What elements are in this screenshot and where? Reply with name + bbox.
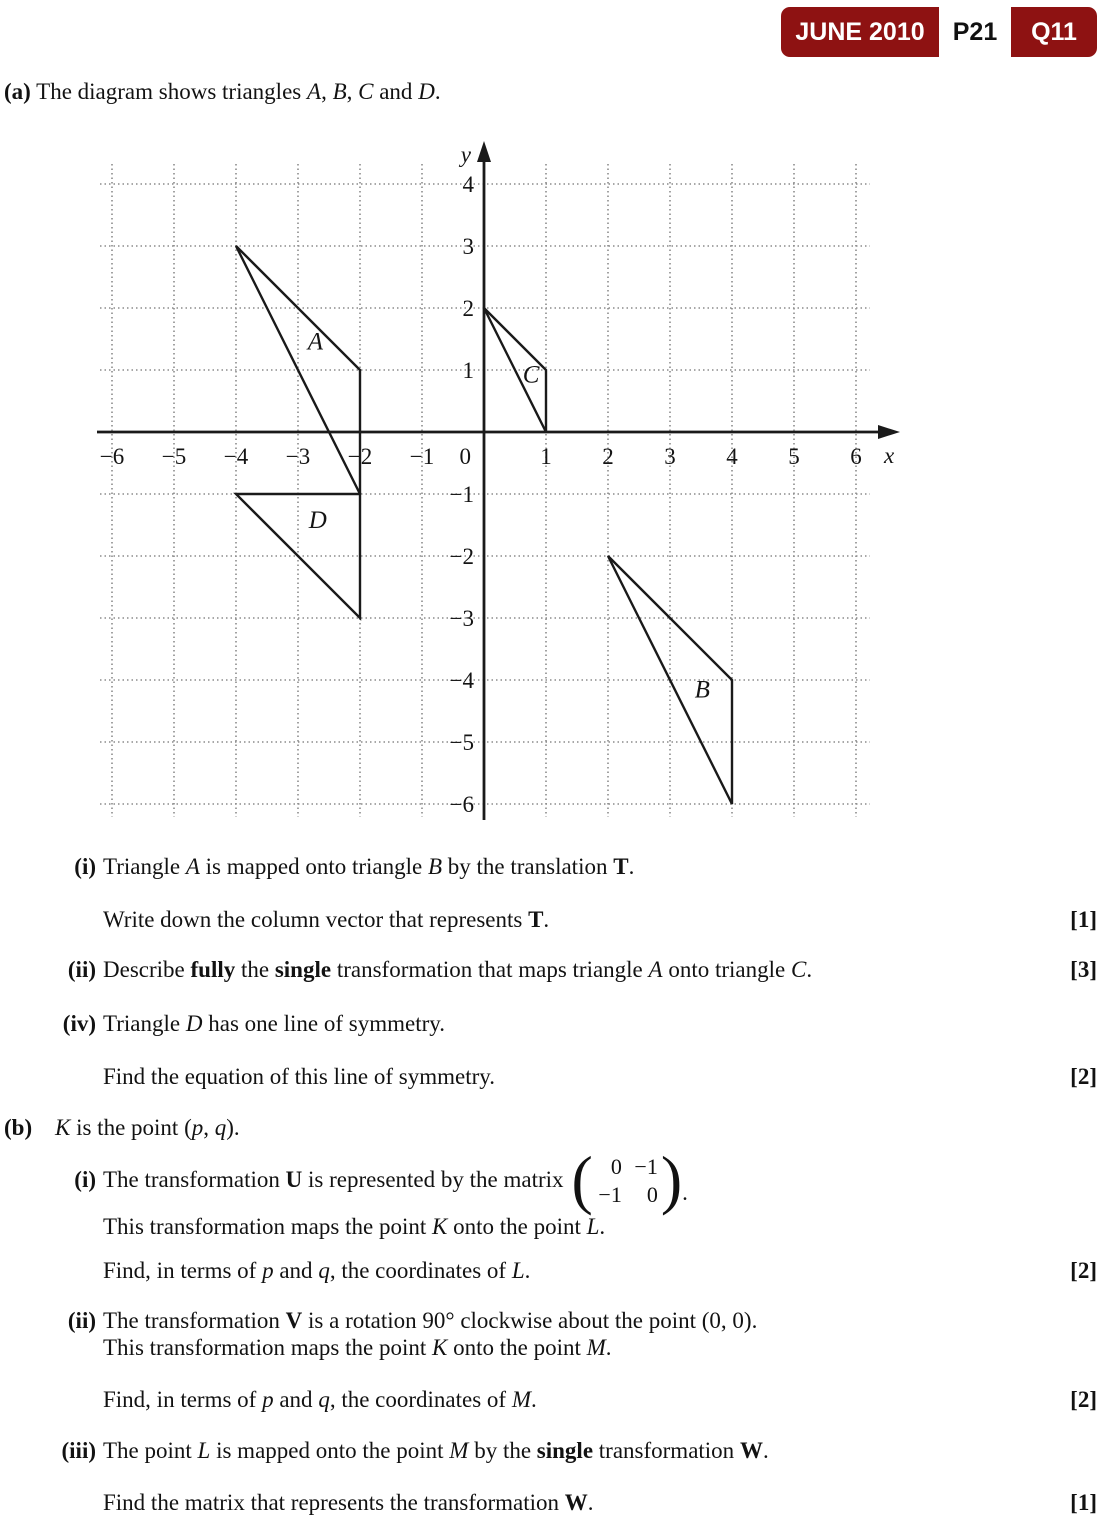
text-segment: This transformation maps the point <box>103 1335 432 1360</box>
text-segment: D <box>185 1011 203 1036</box>
text-segment: onto triangle <box>662 957 791 982</box>
question-b-i-line-2 <box>103 1213 605 1241</box>
question-a-iv-line-2 <box>103 1063 495 1091</box>
x-axis-arrow <box>878 425 900 439</box>
text-segment: K <box>431 1214 448 1239</box>
x-tick-label: 3 <box>664 444 676 469</box>
item-marker-b-ii: (ii) <box>67 1308 96 1333</box>
text-segment: is mapped onto triangle <box>199 854 428 879</box>
text-segment: W <box>564 1490 588 1515</box>
text-segment: has one line of symmetry. <box>202 1011 445 1036</box>
text-segment: L <box>197 1438 211 1463</box>
text-segment: The point <box>103 1438 198 1463</box>
question-b-iii-line-1 <box>103 1437 769 1465</box>
text-segment: , <box>321 79 333 104</box>
mark-a-i: [1] <box>1070 907 1097 932</box>
text-segment: Triangle <box>103 1011 186 1036</box>
text-segment: Write down the column vector that represents <box>103 907 529 932</box>
part-b-intro <box>55 1114 240 1142</box>
question-b-i-line-3 <box>103 1257 530 1285</box>
text-segment: Triangle <box>103 854 186 879</box>
question-b-ii-line-2 <box>103 1334 612 1362</box>
text-segment: and <box>373 79 419 104</box>
text-segment: M <box>511 1387 532 1412</box>
text-segment: K <box>431 1335 448 1360</box>
triangle-label-B: B <box>694 676 710 704</box>
text-segment: p <box>191 1115 204 1140</box>
text-segment: W <box>739 1438 763 1463</box>
text-segment: is represented by the matrix <box>302 1167 564 1192</box>
x-tick-label: 6 <box>850 444 862 469</box>
y-tick-label: −4 <box>449 668 474 693</box>
text-segment: . <box>587 1490 594 1515</box>
item-marker-b-iii: (iii) <box>61 1438 96 1463</box>
text-segment: is mapped onto the point <box>210 1438 450 1463</box>
text-segment: The diagram shows triangles <box>30 79 307 104</box>
part-a-intro <box>4 78 441 106</box>
text-segment: , the coordinates of <box>329 1258 512 1283</box>
x-tick-label: −5 <box>161 444 187 469</box>
item-marker-a-ii: (ii) <box>67 957 96 982</box>
x-tick-label: 2 <box>602 444 614 469</box>
y-tick-label: 4 <box>462 172 474 197</box>
item-marker-a-iv: (iv) <box>62 1011 96 1036</box>
matrix-period: . <box>682 1180 688 1205</box>
text-segment: . <box>806 957 813 982</box>
text-segment: C <box>358 79 374 104</box>
text-segment: Describe <box>103 957 191 982</box>
matrix-right-paren: ) <box>660 1143 683 1216</box>
text-segment: single <box>536 1438 594 1463</box>
x-axis-label: x <box>884 443 895 468</box>
y-tick-label: −3 <box>449 606 474 631</box>
origin-label: 0 <box>459 444 471 469</box>
question-a-i-line-1 <box>103 853 634 881</box>
text-segment: the <box>235 957 275 982</box>
badge-session-label: JUNE 2010 <box>795 17 925 46</box>
y-axis-arrow <box>477 141 491 162</box>
x-tick-label: 4 <box>726 444 738 469</box>
question-b-ii-line-3 <box>103 1386 537 1414</box>
question-a-iv-line-1 <box>103 1010 445 1038</box>
y-tick-label: −1 <box>449 482 474 507</box>
text-segment: A <box>307 79 322 104</box>
mark-b-iii: [1] <box>1070 1490 1097 1515</box>
matrix-cell-r2c1: −1 <box>598 1181 622 1207</box>
text-segment: , the coordinates of <box>329 1387 512 1412</box>
y-tick-label: 2 <box>462 296 474 321</box>
y-tick-label: 1 <box>462 358 474 383</box>
text-segment: transformation <box>593 1438 740 1463</box>
text-segment: The transformation <box>103 1167 286 1192</box>
question-b-ii-line-1 <box>103 1307 757 1335</box>
matrix-cell-r2c2: 0 <box>646 1181 658 1207</box>
text-segment: D <box>418 79 435 104</box>
text-segment: (a) <box>4 79 31 104</box>
text-segment: B <box>427 854 443 879</box>
badge-paper-label: P21 <box>939 7 1011 57</box>
text-segment: by the translation <box>442 854 614 879</box>
text-segment: C <box>790 957 807 982</box>
text-segment: L <box>511 1258 525 1283</box>
text-segment: and <box>273 1258 319 1283</box>
coordinate-grid-diagram <box>85 136 905 828</box>
text-segment: . <box>524 1258 531 1283</box>
y-tick-label: −5 <box>449 730 474 755</box>
text-segment: T <box>528 907 544 932</box>
text-segment: onto the point <box>447 1214 587 1239</box>
question-b-i-matrix-line <box>103 1143 688 1216</box>
item-marker-b-i: (i) <box>74 1167 96 1192</box>
x-tick-label: −1 <box>409 444 435 469</box>
text-segment: . <box>605 1335 612 1360</box>
text-segment: ). <box>226 1115 240 1140</box>
y-tick-label: −2 <box>449 544 474 569</box>
text-segment: and <box>273 1387 319 1412</box>
text-segment: onto the point <box>447 1335 587 1360</box>
text-segment: B <box>332 79 347 104</box>
text-segment: , <box>346 79 359 104</box>
header-badge <box>781 7 1097 57</box>
text-segment: Find the equation of this line of symmetry. <box>103 1064 496 1089</box>
text-segment: q <box>318 1258 330 1283</box>
triangle-label-D: D <box>308 507 327 535</box>
text-segment: U <box>285 1167 303 1192</box>
x-tick-label: −4 <box>223 444 249 469</box>
diagram-svg <box>85 136 905 828</box>
text-segment: M <box>449 1438 469 1463</box>
transformation-matrix <box>571 1143 683 1216</box>
text-segment: . <box>599 1214 606 1239</box>
x-tick-label: −6 <box>99 444 125 469</box>
text-segment: M <box>586 1335 606 1360</box>
text-segment: The transformation <box>103 1308 286 1333</box>
y-tick-label: −6 <box>449 792 474 817</box>
text-segment: single <box>274 957 332 982</box>
text-segment: . <box>628 854 635 879</box>
x-tick-label: −3 <box>285 444 311 469</box>
mark-a-ii: [3] <box>1070 957 1097 982</box>
text-segment: is the point ( <box>70 1115 192 1140</box>
y-axis-label: y <box>460 142 471 167</box>
mark-b-i: [2] <box>1070 1258 1097 1283</box>
matrix-line-text <box>103 1167 564 1193</box>
matrix-left-paren: ( <box>571 1143 593 1216</box>
triangle-label-A: A <box>307 328 324 356</box>
text-segment: K <box>55 1115 71 1140</box>
triangle-D <box>236 494 360 618</box>
text-segment: L <box>586 1214 600 1239</box>
text-segment: . <box>762 1438 769 1463</box>
x-tick-label: 1 <box>540 444 552 469</box>
text-segment: V <box>285 1308 303 1333</box>
text-segment: p <box>262 1258 274 1283</box>
question-a-i-line-2 <box>103 906 549 934</box>
question-b-iii-line-2 <box>103 1489 594 1516</box>
text-segment: q <box>214 1115 227 1140</box>
text-segment: is a rotation 90° clockwise about the point (0, 0). <box>302 1308 758 1333</box>
text-segment: . <box>543 907 550 932</box>
text-segment: A <box>648 957 663 982</box>
item-marker-a-i: (i) <box>74 854 96 879</box>
text-segment: . <box>434 79 441 104</box>
question-a-ii-line-1 <box>103 956 812 984</box>
text-segment: Find, in terms of <box>103 1258 263 1283</box>
text-segment: Find the matrix that represents the transformation <box>103 1490 565 1515</box>
text-segment: Find, in terms of <box>103 1387 263 1412</box>
text-segment: p <box>262 1387 274 1412</box>
triangle-label-C: C <box>522 361 540 389</box>
text-segment: by the <box>468 1438 537 1463</box>
text-segment: fully <box>190 957 236 982</box>
part-b-marker: (b) <box>4 1115 33 1140</box>
matrix-cells <box>596 1153 658 1208</box>
y-tick-label: 3 <box>462 234 474 259</box>
x-tick-label: −2 <box>347 444 373 469</box>
text-segment: transformation that maps triangle <box>331 957 649 982</box>
text-segment: T <box>613 854 629 879</box>
text-segment: q <box>318 1387 330 1412</box>
text-segment: This transformation maps the point <box>103 1214 432 1239</box>
text-segment: . <box>531 1387 537 1412</box>
matrix-cell-r1c1: 0 <box>610 1153 622 1179</box>
matrix-cell-r1c2: −1 <box>634 1153 658 1179</box>
text-segment: , <box>203 1115 215 1140</box>
mark-a-iv: [2] <box>1070 1064 1097 1089</box>
text-segment: A <box>185 854 200 879</box>
x-tick-label: 5 <box>788 444 800 469</box>
badge-question-label: Q11 <box>1031 17 1077 46</box>
mark-b-ii: [2] <box>1070 1387 1097 1412</box>
